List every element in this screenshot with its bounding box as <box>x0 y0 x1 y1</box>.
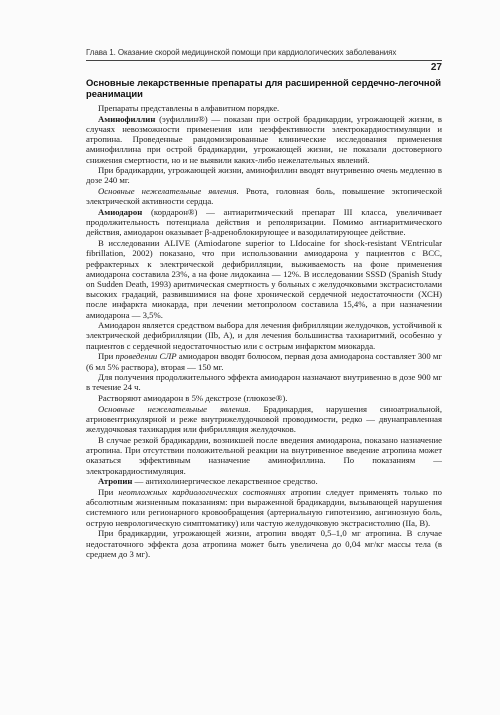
paragraph-cpr-dose: При проведении СЛР амиодарон вводят болюсом, первая доза амиодарона составляет 300 мг (6 мл 5% раствора), вторая — 150 мг. <box>86 351 442 372</box>
paragraph-amiodarone-choice: Амиодарон является средством выбора для лечения фибрилляции желудочков, устойчивой к электрической дефибрилляции (IIb, A), и для лечения большинства тахиаритмий, особенно у пациентов с сердечной недостаточностью или с острым инфарктом миокарда. <box>86 320 442 351</box>
subheading-cpr: проведении СЛР <box>115 351 177 362</box>
paragraph-aminophylline: Аминофиллин (эуфиллин®) — показан при острой брадикардии, угрожающей жизни, в случаях невозможности применения или неэффективности электрокардиостимуляции и атропина. Проведенные рандомизированные клинические исследования применения аминофиллина при острой брадикардии, угрожающей жизни, не показали достоверного снижения смертности, но и не выявили каких-либо нежелательных явлений. <box>86 113 442 165</box>
page-number: 27 <box>430 62 442 73</box>
subheading-adverse: Основные нежелательные явления. <box>98 186 239 197</box>
running-header <box>86 48 442 57</box>
drug-term: Амиодарон <box>98 207 143 218</box>
subheading-urgent: неотложных кардиологических состояниях <box>118 487 286 498</box>
paragraph-aminophylline-dose: При брадикардии, угрожающей жизни, аминофиллин вводят внутривенно очень медленно в дозе 240 мг. <box>86 165 442 186</box>
paragraph-atropine-dose: При брадикардии, угрожающей жизни, атропин вводят 0,5–1,0 мг атропина. В случае недостаточного эффекта доза атропина может быть увеличена до 0,04 мг/кг массы тела (в среднем до 3 мг). <box>86 528 442 559</box>
paragraph-intro: Препараты представлены в алфавитном порядке. <box>98 103 280 113</box>
chapter-title: Глава 1. Оказание скорой медицинской помощи при кардиологических заболеваниях <box>86 48 397 57</box>
paragraph-amiodarone-adverse: Основные нежелательные явления. Брадикардия, нарушения синоатриальной, атриовентрикулярной и реже внутрижелудочковой проводимости, редко — двунаправленная желудочковая тахикардия или фибрилляция желудочков. <box>86 403 442 435</box>
paragraph-prolonged-effect: Для получения продолжительного эффекта амиодарон назначают внутривенно в дозе 900 мг в течение 24 ч. <box>86 372 442 393</box>
paragraph-atropine: Атропин — антихолинергическое лекарственное средство. <box>98 476 318 487</box>
main-content <box>86 77 442 559</box>
subheading-adverse: Основные нежелательные явления. <box>98 403 251 414</box>
paragraph-atropine-indications: При неотложных кардиологических состояниях атропин следует применять только по абсолютным жизненным показаниям: при выраженной брадикардии, вызывающей нарушения системного или регионарного кровообращения (артериальную гипотензию, ангинозную боль, острую неврологическую симптоматику) или частую желудочковую экстрасистолию (IIa, B). <box>86 487 442 528</box>
section-title: Основные лекарственные препараты для расширенной сердечно-легочной реанимации <box>86 77 442 99</box>
drug-term: Атропин <box>98 476 133 487</box>
paragraph-alive-study: В исследовании ALIVE (Amiodarone superior to LIdocaine for shock-resistant VEntricular fibrillation, 2002) показано, что при использовании амиодарона у пациентов с ВСС, рефрактерных к электрической дефибрилляции, выживаемость на фоне применения амиодарона составила 23%, а на фоне лидокаина — 12%. В исследовании SSSD (Spanish Study on Sudden Death, 1993) аритмическая смертность у больных с желудочковыми экстрасистолами высоких градаций, развившимися на фоне хронической сердечной недостаточности (ХСН) после инфаркта миокарда, при лечении метопролоом составила 15,4%, а при назначении амиодарона — 3,5%. <box>86 238 442 320</box>
paragraph-amiodarone: Амиодарон (кордарон®) — антиаритмический препарат III класса, увеличивает продолжительность потенциала действия и реполяризации. Помимо антиаритмического действия, амиодарон оказывает β-адреноблокирующее и вазодилатирующее действие. <box>86 207 442 238</box>
paragraph-aminophylline-adverse: Основные нежелательные явления. Рвота, головная боль, повышение эктопической электрической активности сердца. <box>86 186 442 207</box>
paragraph-dilution: Растворяют амиодарон в 5% декстрозе (глюкозе®). <box>98 393 288 404</box>
header-rule <box>86 60 442 61</box>
drug-term: Аминофиллин <box>98 113 156 124</box>
paragraph-bradycardia: В случае резкой брадикардии, возникшей после введения амиодарона, показано назначение атропина. При отсутствии положительной реакции на внутривенное введение атропина может оказаться эффективным назначение аминофиллина. По показаниям — электрокардиостимуляция. <box>86 435 442 476</box>
